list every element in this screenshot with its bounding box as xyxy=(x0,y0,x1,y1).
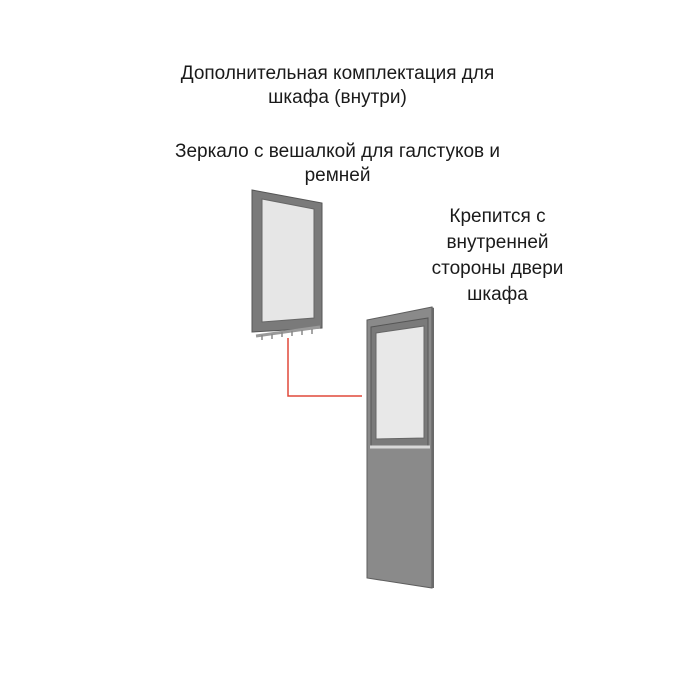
door-mirror-glass xyxy=(376,326,424,439)
page-title-line-1: Дополнительная комплектация для xyxy=(180,63,495,84)
mirror-glass xyxy=(262,199,314,322)
mount-caption-line-4: шкафа xyxy=(467,284,528,305)
mirror-caption-line-2: ремней xyxy=(304,165,371,186)
page-title-line-2: шкафа (внутри) xyxy=(268,87,407,108)
mount-caption-line-2: внутренней xyxy=(446,232,549,253)
mount-caption-line-1: Крепится с xyxy=(449,206,546,227)
mount-caption-line-3: стороны двери xyxy=(431,258,564,279)
mirror-caption-line-1: Зеркало с вешалкой для галстуков и xyxy=(174,141,501,162)
door-edge xyxy=(432,307,434,588)
mirror-unit xyxy=(252,190,322,340)
connector-line xyxy=(288,338,362,396)
wardrobe-door xyxy=(367,307,434,588)
